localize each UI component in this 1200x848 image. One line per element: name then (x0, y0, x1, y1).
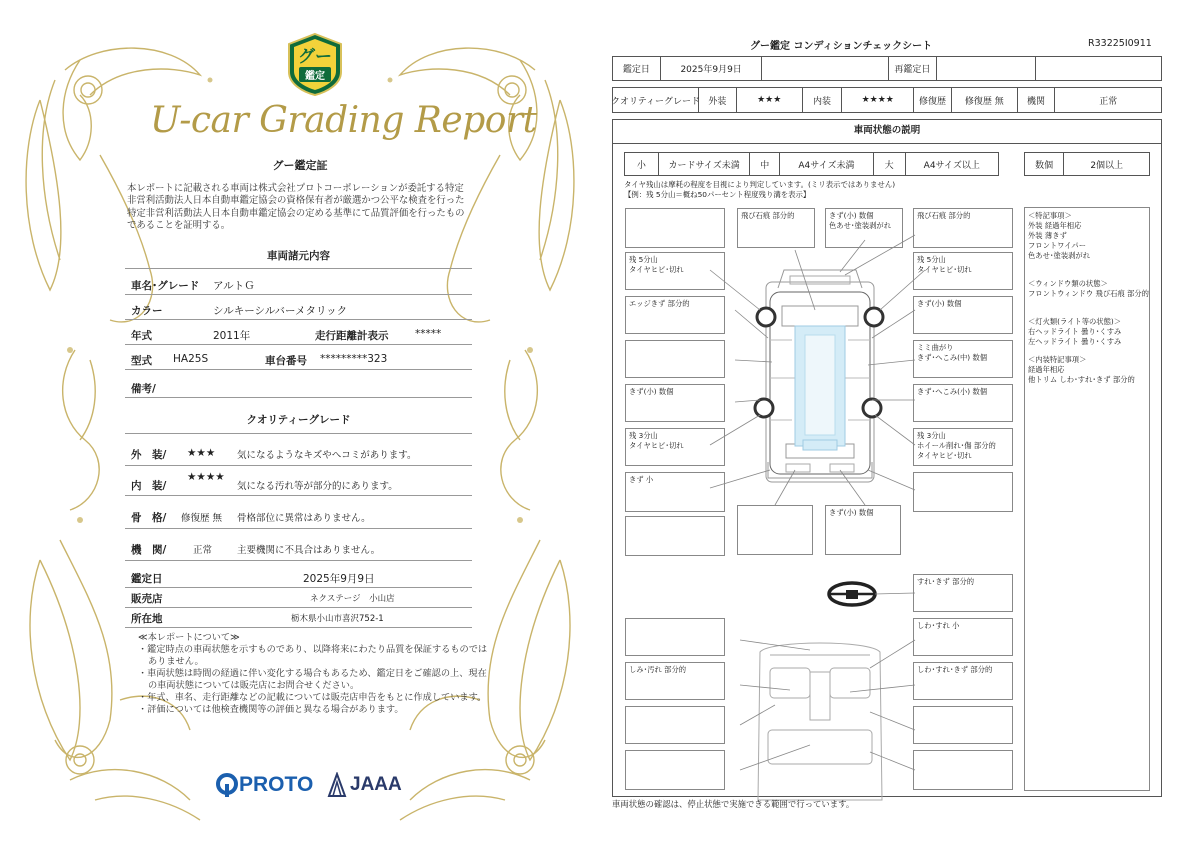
jaaa-logo-text: JAAA (350, 774, 402, 795)
note-item: ・鑑定時点の車両状態を示すものであり、以降将来にわたり品質を保証するものではありません。 (138, 644, 488, 667)
note-line: 左ヘッドライト 曇り･くすみ (1028, 337, 1122, 346)
quality-frame-text: 骨格部位に異常はありません。 (237, 513, 371, 524)
proto-logo (215, 772, 313, 798)
note-line: 外装 薄きず (1028, 231, 1067, 240)
condition-box (625, 618, 725, 656)
quality-row-engine (125, 535, 472, 561)
note-item: ・年式、車名、走行距離などの記載については販売店申告をもとに作成しています。 (138, 692, 487, 703)
leader-lines (710, 235, 925, 770)
info-row-date (125, 566, 472, 588)
size-s-desc: カードサイズ未満 (659, 153, 751, 175)
condition-box: きず(小) 数個 (625, 384, 725, 422)
note-line: ＜特記事項＞ (1028, 211, 1072, 220)
size-m: 中 (750, 153, 780, 175)
hdr-redate-label: 再鑑定日 (889, 57, 937, 80)
spec-chassis-label: 車台番号 (265, 355, 307, 367)
spec-color-value: シルキーシルバーメタリック (213, 305, 348, 317)
note-line (1028, 261, 1146, 279)
note-line (1028, 347, 1146, 355)
condition-box: しみ･汚れ 部分的 (625, 662, 725, 700)
condition-check-sheet (600, 0, 1200, 848)
spec-row-year (125, 323, 472, 345)
spec-model-label: 型式 (131, 355, 152, 367)
hdr-repair-label: 修復歴 (914, 88, 952, 112)
spec-row-color (125, 298, 472, 320)
badge-mark: グー (298, 47, 332, 66)
spec-row-name (125, 273, 472, 295)
note-line: 右ヘッドライト 曇り･くすみ (1028, 327, 1122, 336)
steering-wheel-icon (829, 583, 875, 605)
quality-section-title: クオリティーグレード (125, 408, 472, 434)
quality-engine-value: 正常 (193, 545, 213, 556)
size-m-desc: A4サイズ未満 (780, 153, 874, 175)
special-notes-panel (1024, 207, 1150, 791)
spec-row-remarks (125, 376, 472, 398)
info-shop-value: ネクステージ 小山店 (310, 594, 395, 604)
spec-year-value: 2011年 (213, 330, 251, 342)
tire-note-2: 【例：残 5分山＝概ね50パーセント程度残り溝を表示】 (624, 190, 811, 199)
report-notes (138, 632, 490, 716)
hdr-date-value: 2025年9月9日 (661, 57, 763, 80)
hdr-repair-value: 修復歴 無 (952, 88, 1018, 112)
notes-title: ≪本レポートについて≫ (138, 632, 240, 643)
car-top-hood (782, 306, 858, 326)
quality-frame-label: 骨 格/ (131, 512, 167, 524)
condition-box (625, 340, 725, 378)
intro-text: 本レポートに記載される車両は株式会社プロトコーポレーションが委託する特定非営利活動法人日本自動車鑑定協会の資格保有者が厳選かつ公平な検査を行った特定非営利活動法人日本自動車鑑定協会の定める基準にて品質評価を行ったものであることを証明する。 (127, 183, 465, 232)
note-line: 経過年相応 (1028, 365, 1065, 374)
note-line: 外装 経過年相応 (1028, 221, 1082, 230)
proto-mark-icon (215, 772, 239, 798)
condition-box (913, 472, 1013, 512)
quality-ext-text: 気になるようなキズやへコミがあります。 (237, 450, 417, 461)
hdr-grade-label: クオリティーグレード (613, 88, 699, 112)
proto-logo-text: PROTO (239, 773, 314, 796)
condition-box: しわ･すれ 小 (913, 618, 1013, 656)
spec-chassis-value: *********323 (320, 353, 388, 365)
info-row-address (125, 606, 472, 628)
note-line: ＜灯火類(ライト等の状態)＞ (1028, 317, 1122, 326)
count-desc: 2個以上 (1090, 160, 1124, 171)
quality-engine-label: 機 関/ (131, 544, 167, 556)
info-shop-label: 販売店 (131, 593, 163, 605)
condition-box (913, 750, 1013, 790)
note-item: ・評価については他検査機関等の評価と異なる場合があります。 (138, 704, 404, 715)
jaaa-mark-icon (327, 772, 347, 798)
condition-box (625, 706, 725, 744)
jaaa-logo (327, 772, 402, 798)
condition-box: 残 5分山 タイヤヒビ･切れ (625, 252, 725, 290)
hdr-int-stars: ★★★★ (842, 88, 914, 112)
condition-box: きず(小) 数個 (913, 296, 1013, 334)
spec-color-label: カラー (131, 305, 163, 317)
condition-box (913, 706, 1013, 744)
interior-diagram (758, 643, 882, 800)
count-label: 数個 (1025, 153, 1064, 175)
note-line: フロントワイパー (1028, 241, 1087, 250)
tire-note-1: タイヤ残山は摩耗の程度を目視により判定しています。(ミリ表示ではありません) (624, 180, 896, 189)
quality-row-exterior (125, 440, 472, 466)
spec-model-value: HA25S (173, 353, 209, 365)
hdr-ext-label: 外装 (699, 88, 737, 112)
condition-box (625, 516, 725, 556)
quality-ext-label: 外 装/ (131, 449, 167, 461)
condition-box: 残 3分山 タイヤヒビ･切れ (625, 428, 725, 466)
spec-name-value: アルトＧ (213, 280, 255, 292)
condition-box: きず 小 (625, 472, 725, 512)
condition-box: きず･へこみ(小) 数個 (913, 384, 1013, 422)
condition-box: すれ･きず 部分的 (913, 574, 1013, 612)
info-row-shop (125, 586, 472, 608)
condition-box (737, 505, 813, 555)
info-date-value: 2025年9月9日 (303, 573, 375, 585)
spec-name-label: 車名･グレード (131, 280, 200, 292)
quality-engine-text: 主要機関に不具合はありません。 (237, 545, 381, 556)
sheet-title: グー鑑定 コンディションチェックシート (750, 41, 933, 52)
quality-frame-value: 修復歴 無 (181, 513, 223, 524)
note-item: ・車両状態は時間の経過に伴い変化する場合もあるため、鑑定日をご確認の上、現在の車両状態については販売店にお問合せください。 (138, 668, 487, 691)
size-s: 小 (625, 153, 659, 175)
quality-int-label: 内 装/ (131, 480, 167, 492)
condition-box: きず(小) 数個 色あせ･塗装剥がれ (825, 208, 903, 248)
condition-box: 残 3分山 ホイール削れ･傷 部分的 タイヤヒビ･切れ (913, 428, 1013, 466)
quality-int-stars: ★★★★ (187, 471, 225, 483)
condition-box: 飛び石痕 部分的 (737, 208, 815, 248)
spec-remarks-label: 備考/ (131, 383, 156, 395)
sheet-footer: 車両状態の確認は、停止状態で実施できる範囲で行っています。 (612, 799, 855, 809)
spec-year-label: 年式 (131, 330, 152, 342)
condition-box: 飛び石痕 部分的 (913, 208, 1013, 248)
spec-section-title: 車両諸元内容 (125, 247, 472, 269)
goo-badge-logo (287, 32, 343, 96)
size-l: 大 (874, 153, 906, 175)
spec-row-model (125, 348, 472, 370)
size-l-desc: A4サイズ以上 (923, 160, 980, 171)
note-line (1028, 299, 1146, 317)
badge-label: 鑑定 (299, 67, 331, 82)
hdr-engine-value: 正常 (1099, 96, 1118, 107)
quality-row-frame (125, 503, 472, 529)
hdr-ext-stars: ★★★ (737, 88, 803, 112)
sheet-id: R33225I0911 (1088, 38, 1152, 49)
condition-box (625, 750, 725, 790)
report-script-title: U-car Grading Report (150, 100, 537, 141)
spec-mileage-label: 走行距離計表示 (315, 330, 389, 342)
note-line: ＜内装特記事項＞ (1028, 355, 1087, 364)
cert-title: グー鑑定証 (272, 159, 328, 172)
note-line: ＜ウィンドウ類の状態＞ (1028, 279, 1108, 288)
condition-box: エッジきず 部分的 (625, 296, 725, 334)
hdr-int-label: 内装 (803, 88, 843, 112)
condition-box: 残 5分山 タイヤヒビ･切れ (913, 252, 1013, 290)
note-line: 色あせ･塗装剥がれ (1028, 251, 1091, 260)
note-line: フロントウィンドウ 飛び石痕 部分的 (1028, 289, 1149, 298)
spec-mileage-value: ***** (415, 328, 442, 340)
condition-title: 車両状態の説明 (612, 119, 1162, 144)
quality-row-interior (125, 470, 472, 496)
condition-box: しわ･すれ･きず 部分的 (913, 662, 1013, 700)
condition-box: ミミ曲がり きず･へこみ(中) 数個 (913, 340, 1013, 378)
quality-int-text: 気になる汚れ等が部分的にあります。 (237, 481, 398, 492)
info-date-label: 鑑定日 (131, 573, 163, 585)
glass-areas (795, 326, 845, 450)
car-rear-view (768, 462, 872, 478)
condition-box: きず(小) 数個 (825, 505, 901, 555)
quality-ext-stars: ★★★ (187, 447, 216, 459)
hdr-engine-label: 機関 (1018, 88, 1056, 112)
info-addr-label: 所在地 (131, 613, 163, 625)
hdr-date-label: 鑑定日 (613, 57, 661, 80)
condition-box (625, 208, 725, 248)
info-addr-value: 栃木県小山市喜沢752-1 (291, 614, 384, 624)
note-line: 他トリム しわ･すれ･きず 部分的 (1028, 375, 1135, 384)
